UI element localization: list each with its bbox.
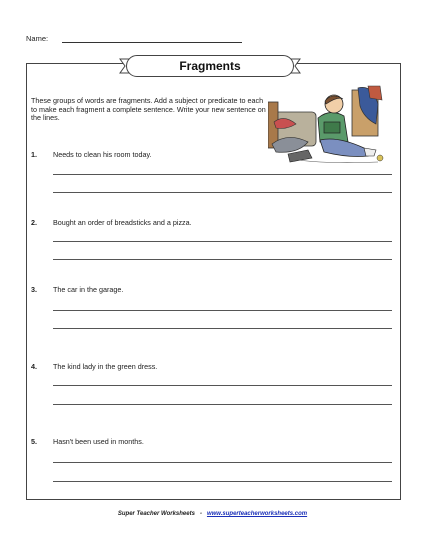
answer-line[interactable] bbox=[53, 404, 392, 405]
name-label: Name: bbox=[26, 34, 49, 43]
answer-line[interactable] bbox=[53, 462, 392, 463]
answer-line[interactable] bbox=[53, 328, 392, 329]
question-number: 4. bbox=[31, 362, 37, 371]
answer-line[interactable] bbox=[53, 241, 392, 242]
question-text: Bought an order of breadsticks and a pizza. bbox=[53, 218, 192, 227]
answer-line[interactable] bbox=[53, 174, 392, 175]
footer-separator: - bbox=[199, 511, 202, 517]
question-number: 2. bbox=[31, 218, 37, 227]
answer-line[interactable] bbox=[53, 481, 392, 482]
question-number: 3. bbox=[31, 285, 37, 294]
answer-line[interactable] bbox=[53, 192, 392, 193]
footer-brand: Super Teacher Worksheets bbox=[117, 511, 195, 517]
title-banner bbox=[126, 55, 294, 77]
footer bbox=[0, 511, 425, 517]
boy-reading-in-messy-room-icon bbox=[268, 84, 392, 166]
question-number: 5. bbox=[31, 437, 37, 446]
name-row bbox=[26, 34, 48, 43]
question-text: Hasn't been used in months. bbox=[53, 437, 144, 446]
page-title: Fragments bbox=[179, 59, 241, 73]
answer-line[interactable] bbox=[53, 259, 392, 260]
question-text: The car in the garage. bbox=[53, 285, 124, 294]
name-line[interactable] bbox=[62, 42, 242, 43]
question-text: Needs to clean his room today. bbox=[53, 150, 152, 159]
answer-line[interactable] bbox=[53, 310, 392, 311]
question-number: 1. bbox=[31, 150, 37, 159]
instructions: These groups of words are fragments. Add a subject or predicate to each to make each fragment a complete sentence. Write your new sentence on the lines. bbox=[31, 96, 266, 123]
question-text: The kind lady in the green dress. bbox=[53, 362, 158, 371]
answer-line[interactable] bbox=[53, 385, 392, 386]
footer-link[interactable]: www.superteacherworksheets.com bbox=[206, 511, 308, 517]
